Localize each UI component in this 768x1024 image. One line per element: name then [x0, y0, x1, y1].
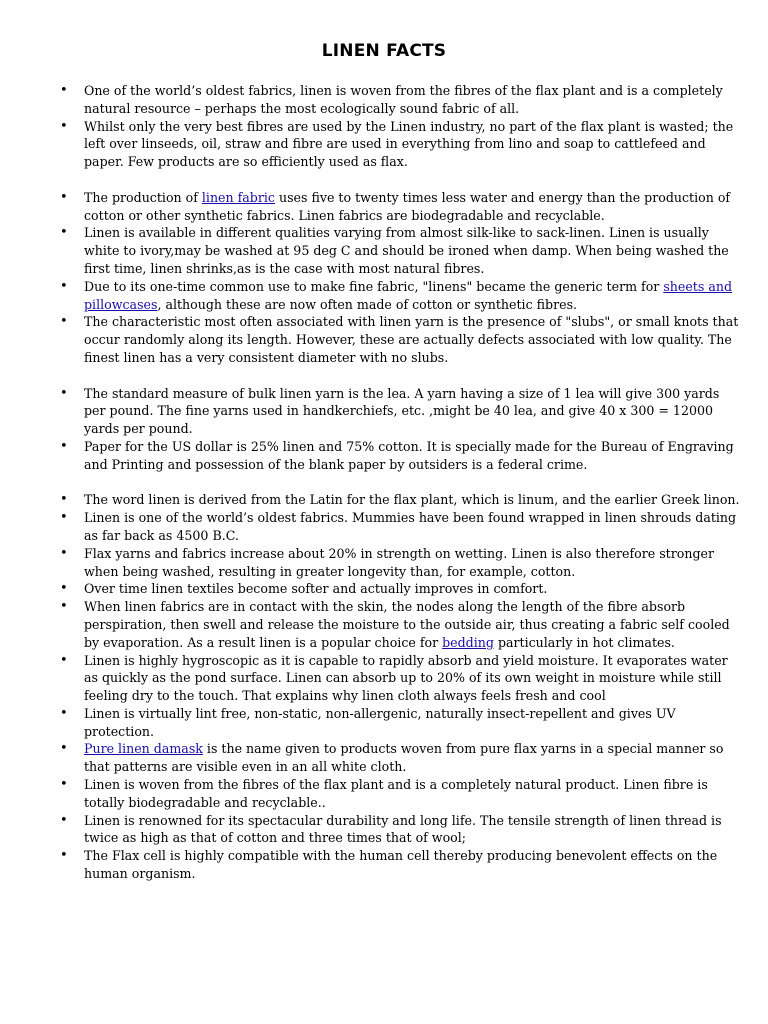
fact-item	[60, 652, 740, 705]
fact-text: Linen is renowned for its spectacular durability and long life. The tensile strength of linen thread is twice as high as that of cotton and three times that of wool;	[84, 812, 722, 846]
fact-item	[60, 385, 740, 438]
fact-text: The production of	[84, 189, 202, 205]
fact-text: Paper for the US dollar is 25% linen and 75% cotton. It is specially made for the Bureau of Engraving and Printing and possession of the blank paper by outsiders is a federal crime.	[84, 438, 734, 472]
fact-list	[60, 82, 740, 883]
fact-text: Linen is highly hygroscopic as it is capable to rapidly absorb and yield moisture. It evaporates water as quickly as the pond surface. Linen can absorb up to 20% of its own weight in moisture while still feeling dry to the touch. That explains why linen cloth always feels fresh and cool	[84, 652, 728, 704]
fact-item	[60, 776, 740, 812]
hyperlink[interactable]: bedding	[442, 634, 494, 650]
fact-text: , although these are now often made of cotton or synthetic fibres.	[157, 296, 578, 312]
fact-text: Linen is available in different qualities varying from almost silk-like to sack-linen. Linen is usually white to ivory,may be washed at 95 deg C and should be ironed when damp. When being washed the first time, linen shrinks,as is the case with most natural fibres.	[84, 225, 729, 276]
fact-item	[60, 598, 740, 651]
section-spacer	[60, 474, 740, 492]
fact-item	[60, 118, 740, 171]
fact-text: Linen is virtually lint free, non-static, non-allergenic, naturally insect-repellent and gives UV protection.	[84, 705, 676, 739]
fact-item	[60, 313, 740, 366]
fact-text: One of the world’s oldest fabrics, linen is woven from the fibres of the flax plant and is a completely natural resource – perhaps the most ecologically sound fabric of all.	[84, 83, 723, 116]
fact-item	[60, 278, 740, 314]
fact-text: When linen fabrics are in contact with the skin, the nodes along the length of the fibre absorb perspiration, then swell and release the moisture to the outside air, thus creating a fabric self cooled by evaporation. As a result linen is a popular choice for	[84, 599, 730, 650]
hyperlink[interactable]: Pure linen damask	[84, 741, 203, 757]
fact-text: is the name given to products woven from pure flax yarns in a special manner so that patterns are visible even in an all white cloth.	[84, 741, 724, 775]
fact-text: Linen is woven from the fibres of the flax plant and is a completely natural product. Linen fibre is totally biodegradable and recyclable..	[84, 777, 708, 810]
fact-item	[60, 438, 740, 474]
hyperlink[interactable]: linen fabric	[201, 189, 275, 205]
fact-item	[60, 224, 740, 277]
fact-item	[60, 705, 740, 741]
fact-item	[60, 509, 740, 545]
fact-item	[60, 740, 740, 776]
fact-text: The Flax cell is highly compatible with the human cell thereby producing benevolent effects on the human organism.	[84, 848, 718, 882]
hyperlink[interactable]: sheets and pillowcases	[84, 278, 733, 312]
fact-text: uses five to twenty times less water and energy than the production of cotton or other synthetic fabrics. Linen fabrics are biodegradable and recyclable.	[84, 189, 731, 223]
fact-item	[60, 580, 740, 598]
section-spacer	[60, 171, 740, 189]
fact-text: Due to its one-time common use to make fine fabric, "linens" became the generic term for	[84, 278, 664, 294]
fact-text: Linen is one of the world’s oldest fabrics. Mummies have been found wrapped in linen shrouds dating as far back as 4500 B.C.	[84, 510, 737, 543]
fact-text: Over time linen textiles become softer and actually improves in comfort.	[84, 581, 548, 597]
fact-item	[60, 812, 740, 848]
section-spacer	[60, 367, 740, 385]
fact-text: The standard measure of bulk linen yarn is the lea. A yarn having a size of 1 lea will give 300 yards per pound. The fine yarns used in handkerchiefs, etc. ,might be 40 lea, and give 40 x 300 = 12000 yards per pound.	[84, 385, 720, 437]
fact-text: Whilst only the very best fibres are used by the Linen industry, no part of the flax plant is wasted; the left over linseeds, oil, straw and fibre are used in everything from lino and soap to cattlefeed and paper. Few products are so efficiently used as flax.	[84, 118, 734, 170]
fact-text: particularly in hot climates.	[493, 634, 675, 650]
page-title: LINEN FACTS	[321, 41, 447, 61]
fact-item	[60, 545, 740, 581]
fact-text: The word linen is derived from the Latin for the flax plant, which is linum, and the earlier Greek linon.	[84, 492, 740, 508]
fact-text: The characteristic most often associated with linen yarn is the presence of "slubs", or small knots that occur randomly along its length. However, these are actually defects associated with low quality. The finest linen has a very consistent diameter with no slubs.	[84, 314, 739, 365]
fact-item	[60, 189, 740, 225]
fact-item	[60, 82, 740, 118]
fact-text: Flax yarns and fabrics increase about 20% in strength on wetting. Linen is also therefore stronger when being washed, resulting in greater longevity than, for example, cotton.	[84, 545, 714, 579]
fact-item	[60, 491, 740, 509]
fact-item	[60, 847, 740, 883]
